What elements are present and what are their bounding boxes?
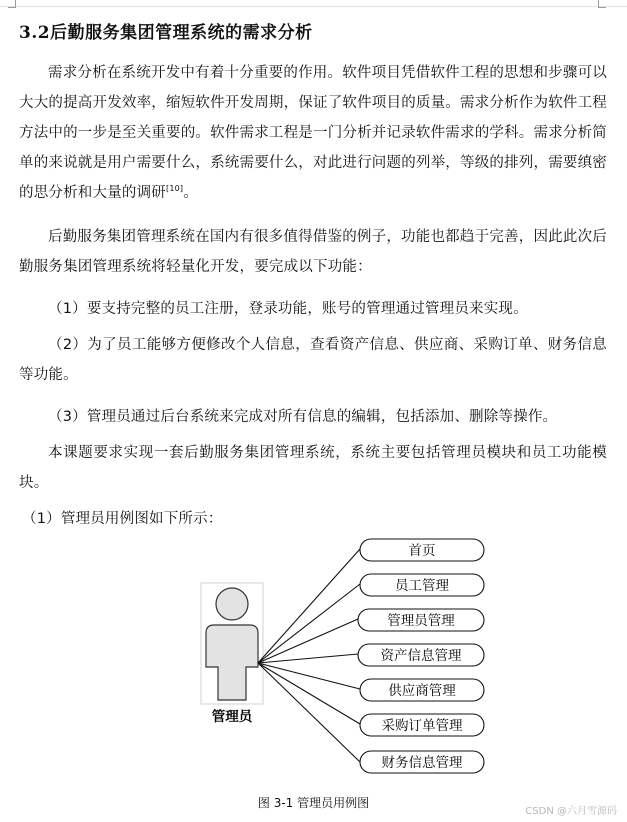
association-line (258, 663, 360, 724)
actor-frame (201, 583, 263, 704)
figure-caption: 图 3-1 管理员用例图 (257, 796, 370, 810)
use-case-label: 供应商管理 (388, 683, 456, 699)
association-line (258, 654, 358, 663)
association-line (258, 619, 358, 663)
use-case-label: 采购订单管理 (381, 718, 463, 734)
paragraph-diagram-intro: （1）管理员用例图如下所示： (22, 511, 223, 527)
use-case-asset-info-management[interactable] (358, 644, 484, 666)
use-case-label: 首页 (408, 543, 436, 559)
page-top-edge (0, 0, 627, 7)
association-lines (258, 549, 360, 762)
use-case-label: 管理员管理 (387, 613, 455, 629)
association-line (258, 549, 360, 663)
actor-label: 管理员 (211, 709, 253, 725)
section-heading: 3.2后勤服务集团管理系统的需求分析 (19, 23, 313, 43)
paragraph-function-1: （1）要支持完整的员工注册，登录功能，账号的管理通过管理员来实现。 (48, 301, 528, 317)
use-case-label: 财务信息管理 (381, 755, 463, 771)
paragraph-system-overview: 后勤服务集团管理系统在国内有很多值得借鉴的例子，功能也都趋于完善，因此此次后勤服务集团管理系统将轻量化开发，要完成以下功能： (19, 229, 607, 275)
use-case-supplier-management[interactable] (360, 679, 484, 701)
association-line (258, 663, 360, 762)
paragraph-modules: 本课题要求实现一套后勤服务集团管理系统，系统主要包括管理员模块和员工功能模块。 (19, 445, 607, 491)
use-case-purchase-order-management[interactable] (360, 714, 484, 736)
use-case-label: 员工管理 (395, 578, 449, 594)
use-case-employee-management[interactable] (360, 574, 484, 596)
paragraph-function-2: （2）为了员工能够方便修改个人信息，查看资产信息、供应商、采购订单、财务信息等功能。 (19, 337, 607, 383)
association-line (258, 663, 360, 689)
paragraph-requirements-intro (19, 58, 607, 208)
citation-ref[interactable]: [10] (166, 184, 184, 194)
use-case-home[interactable] (360, 539, 484, 561)
paragraph-end: 。 (183, 185, 198, 201)
use-case-finance-info-management[interactable] (360, 751, 484, 773)
paragraph-function-3: （3）管理员通过后台系统来完成对所有信息的编辑，包括添加、删除等操作。 (48, 409, 558, 425)
admin-actor-icon (206, 588, 258, 700)
page-corner-mark-left (8, 0, 16, 8)
association-line (258, 584, 360, 663)
use-case-label: 资产信息管理 (380, 648, 462, 664)
page-corner-mark-right (598, 0, 606, 8)
csdn-watermark: CSDN @六月雪源码 (525, 806, 617, 817)
use-case-admin-management[interactable] (358, 609, 484, 631)
paragraph-text: 需求分析在系统开发中有着十分重要的作用。软件项目凭借软件工程的思想和步骤可以大大的提高开发效率，缩短软件开发周期，保证了软件项目的质量。需求分析作为软件工程方法中的一步是至关重要的。软件需求工程是一门分析并记录软件需求的学科。需求分析简单的来说就是用户需要什么，系统需要什么，对此进行问题的列举，等级的排列，需要缜密的思分析和大量的调研 (19, 65, 607, 201)
